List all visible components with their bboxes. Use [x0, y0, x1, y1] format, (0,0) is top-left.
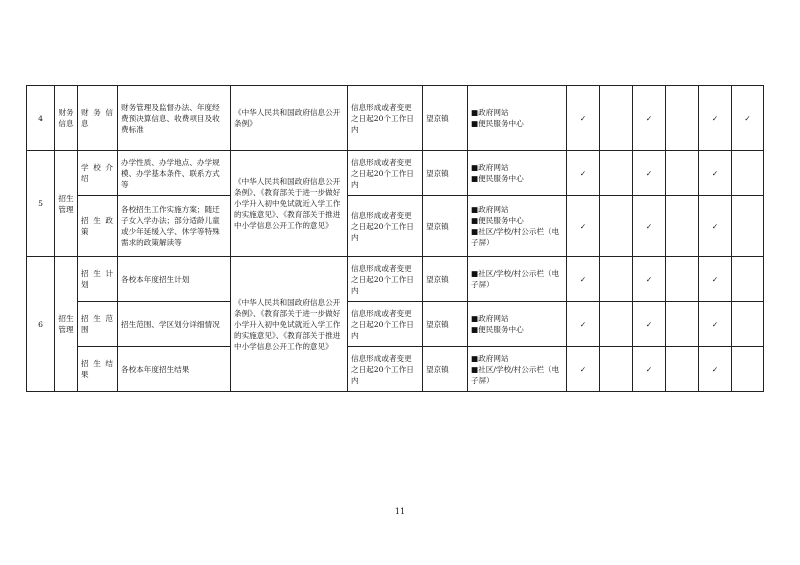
content-cell: 财务管理及监督办法、年度经费预决算信息、收费项目及收费标准 — [118, 86, 231, 151]
timing-cell: 信息形成或者变更之日起20个工作日内 — [348, 347, 423, 392]
check-mark: ✓ — [567, 302, 600, 347]
subject-cell: 望京镇 — [423, 151, 468, 196]
content-cell: 办学性质、办学地点、办学规模、办学基本条件、联系方式等 — [118, 151, 231, 196]
channel-item: ■便民服务中心 — [471, 325, 524, 334]
check-mark — [666, 196, 699, 257]
subject-cell: 望京镇 — [423, 302, 468, 347]
subcategory-cell: 招生政策 — [78, 196, 118, 257]
check-mark — [732, 257, 764, 302]
channel-item: ■政府网站 — [471, 353, 509, 363]
check-mark: ✓ — [699, 257, 732, 302]
table-row — [27, 86, 764, 151]
check-mark — [600, 86, 633, 151]
check-mark: ✓ — [633, 302, 666, 347]
content-cell: 各校招生工作实施方案；随迁子女入学办法；部分适龄儿童或少年延缓入学、休学等特殊需求的政策解读等 — [118, 196, 231, 257]
channel-item: ■便民服务中心 — [471, 216, 524, 225]
check-mark: ✓ — [567, 151, 600, 196]
table-row — [27, 257, 764, 302]
content-cell: 各校本年度招生结果 — [118, 347, 231, 392]
table-row — [27, 151, 764, 196]
timing-cell: 信息形成或者变更之日起20个工作日内 — [348, 86, 423, 151]
channel-item: ■便民服务中心 — [471, 174, 524, 183]
channel-item: ■便民服务中心 — [471, 119, 524, 128]
check-mark — [732, 196, 764, 257]
basis-cell: 《中华人民共和国政府信息公开条例》 — [231, 86, 348, 151]
table-row — [27, 347, 764, 392]
check-mark — [600, 347, 633, 392]
category-cell: 财务信息 — [55, 86, 78, 151]
check-mark — [600, 151, 633, 196]
channel-item: ■政府网站 — [471, 163, 509, 172]
subcategory-cell: 招生计划 — [78, 257, 118, 302]
item-number: 4 — [27, 86, 55, 151]
channel-cell — [468, 86, 567, 151]
subcategory-cell: 招生结果 — [78, 347, 118, 392]
check-mark: ✓ — [633, 196, 666, 257]
check-mark: ✓ — [699, 86, 732, 151]
item-number: 5 — [27, 151, 55, 257]
channel-cell — [468, 257, 567, 302]
channel-item: ■政府网站 — [471, 314, 509, 323]
check-mark: ✓ — [567, 257, 600, 302]
item-number: 6 — [27, 257, 55, 392]
subcategory-cell: 学校介绍 — [78, 151, 118, 196]
subject-cell: 望京镇 — [423, 196, 468, 257]
check-mark: ✓ — [567, 196, 600, 257]
check-mark: ✓ — [633, 151, 666, 196]
category-cell: 招生管理 — [55, 151, 78, 257]
check-mark: ✓ — [699, 347, 732, 392]
subject-cell: 望京镇 — [423, 347, 468, 392]
channel-cell — [468, 151, 567, 196]
timing-cell: 信息形成或者变更之日起20个工作日内 — [348, 257, 423, 302]
check-mark: ✓ — [699, 302, 732, 347]
subcategory-cell: 财务信息 — [78, 86, 118, 151]
check-mark — [732, 347, 764, 392]
check-mark: ✓ — [567, 86, 600, 151]
check-mark — [666, 86, 699, 151]
timing-cell: 信息形成或者变更之日起20个工作日内 — [348, 302, 423, 347]
check-mark — [732, 302, 764, 347]
check-mark — [666, 151, 699, 196]
check-mark — [732, 151, 764, 196]
table-row — [27, 196, 764, 257]
channel-item: ■社区/学校/村公示栏（电子屏） — [471, 269, 560, 289]
content-cell: 招生范围、学区划分详细情况 — [118, 302, 231, 347]
channel-cell — [468, 347, 567, 392]
basis-cell: 《中华人民共和国政府信息公开条例》、《教育部关于进一步做好小学升入初中免试就近入学工作的实施意见》、《教育部关于推进中小学信息公开工作的意见》 — [231, 257, 348, 392]
check-mark: ✓ — [699, 196, 732, 257]
subject-cell: 望京镇 — [423, 86, 468, 151]
check-mark — [666, 302, 699, 347]
basis-cell: 《中华人民共和国政府信息公开条例》、《教育部关于进一步做好小学升入初中免试就近入学工作的实施意见》、《教育部关于推进中小学信息公开工作的意见》 — [231, 151, 348, 257]
check-mark: ✓ — [732, 86, 764, 151]
content-cell: 各校本年度招生计划 — [118, 257, 231, 302]
check-mark — [600, 257, 633, 302]
channel-item: ■政府网站 — [471, 108, 509, 117]
channel-cell — [468, 302, 567, 347]
check-mark — [666, 347, 699, 392]
check-mark: ✓ — [633, 257, 666, 302]
disclosure-table — [26, 85, 764, 392]
timing-cell: 信息形成或者变更之日起20个工作日内 — [348, 151, 423, 196]
check-mark: ✓ — [633, 86, 666, 151]
subcategory-cell: 招生范围 — [78, 302, 118, 347]
table-row — [27, 302, 764, 347]
check-mark: ✓ — [567, 347, 600, 392]
channel-cell — [468, 196, 567, 257]
channel-item: ■政府网站 — [471, 205, 509, 214]
category-cell: 招生管理 — [55, 257, 78, 392]
channel-item: ■社区/学校/村公示栏（电子屏） — [471, 227, 560, 247]
check-mark: ✓ — [633, 347, 666, 392]
channel-item: ■社区/学校/村公示栏（电子屏） — [471, 364, 560, 385]
timing-cell: 信息形成或者变更之日起20个工作日内 — [348, 196, 423, 257]
check-mark — [600, 302, 633, 347]
check-mark: ✓ — [699, 151, 732, 196]
check-mark — [600, 196, 633, 257]
page-number: 11 — [394, 507, 406, 516]
subject-cell: 望京镇 — [423, 257, 468, 302]
check-mark — [666, 257, 699, 302]
